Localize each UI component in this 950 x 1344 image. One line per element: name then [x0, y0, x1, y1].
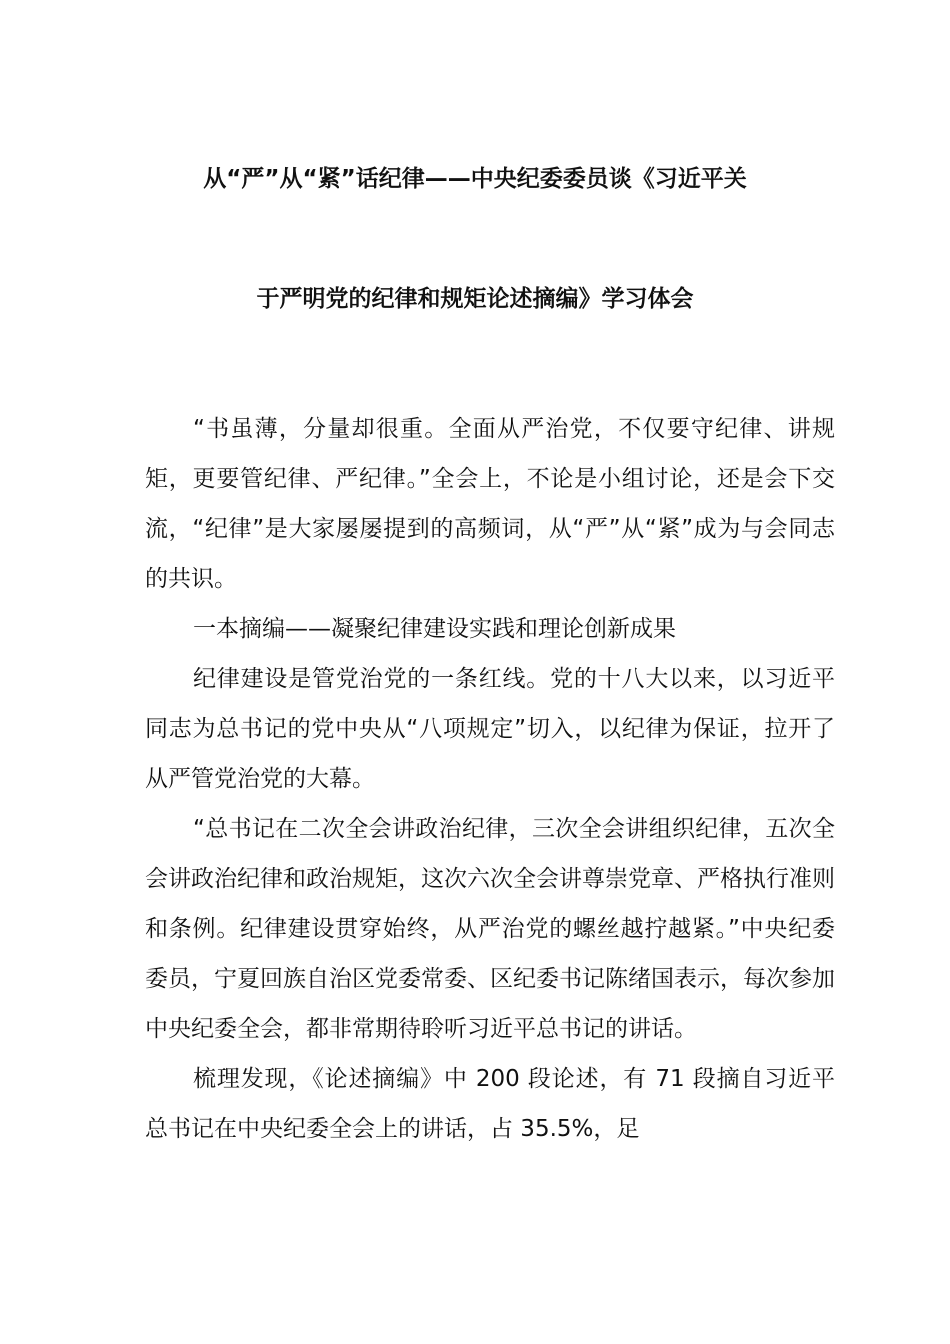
paragraph-4: 梳理发现，《论述摘编》中 200 段论述，有 71 段摘自习近平总书记在中央纪委全会上的讲话，占 35.5%，足: [145, 1066, 835, 1142]
document-body: [145, 404, 835, 1154]
document-title-line-1: 从“严”从“紧”话纪律——中央纪委委员谈《习近平关: [203, 166, 747, 192]
paragraph-1: “书虽薄，分量却很重。全面从严治党，不仅要守纪律、讲规矩，更要管纪律、严纪律。”全会上，不论是小组讨论，还是会下交流，“纪律”是大家屡屡提到的高频词，从“严”从“紧”成为与会同志的共识。: [145, 416, 835, 592]
section-heading: 一本摘编——凝聚纪律建设实践和理论创新成果: [193, 616, 676, 642]
paragraph-3: “总书记在二次全会讲政治纪律，三次全会讲组织纪律，五次全会讲政治纪律和政治规矩，这次六次全会讲尊崇党章、严格执行准则和条例。纪律建设贯穿始终，从严治党的螺丝越拧越紧。”中央纪委委员，宁夏回族自治区党委常委、区纪委书记陈绪国表示，每次参加中央纪委全会，都非常期待聆听习近平总书记的讲话。: [145, 816, 835, 1042]
document-title-line-2: 于严明党的纪律和规矩论述摘编》学习体会: [256, 286, 694, 312]
paragraph-2: 纪律建设是管党治党的一条红线。党的十八大以来，以习近平同志为总书记的党中央从“八项规定”切入，以纪律为保证，拉开了从严管党治党的大幕。: [145, 666, 835, 792]
